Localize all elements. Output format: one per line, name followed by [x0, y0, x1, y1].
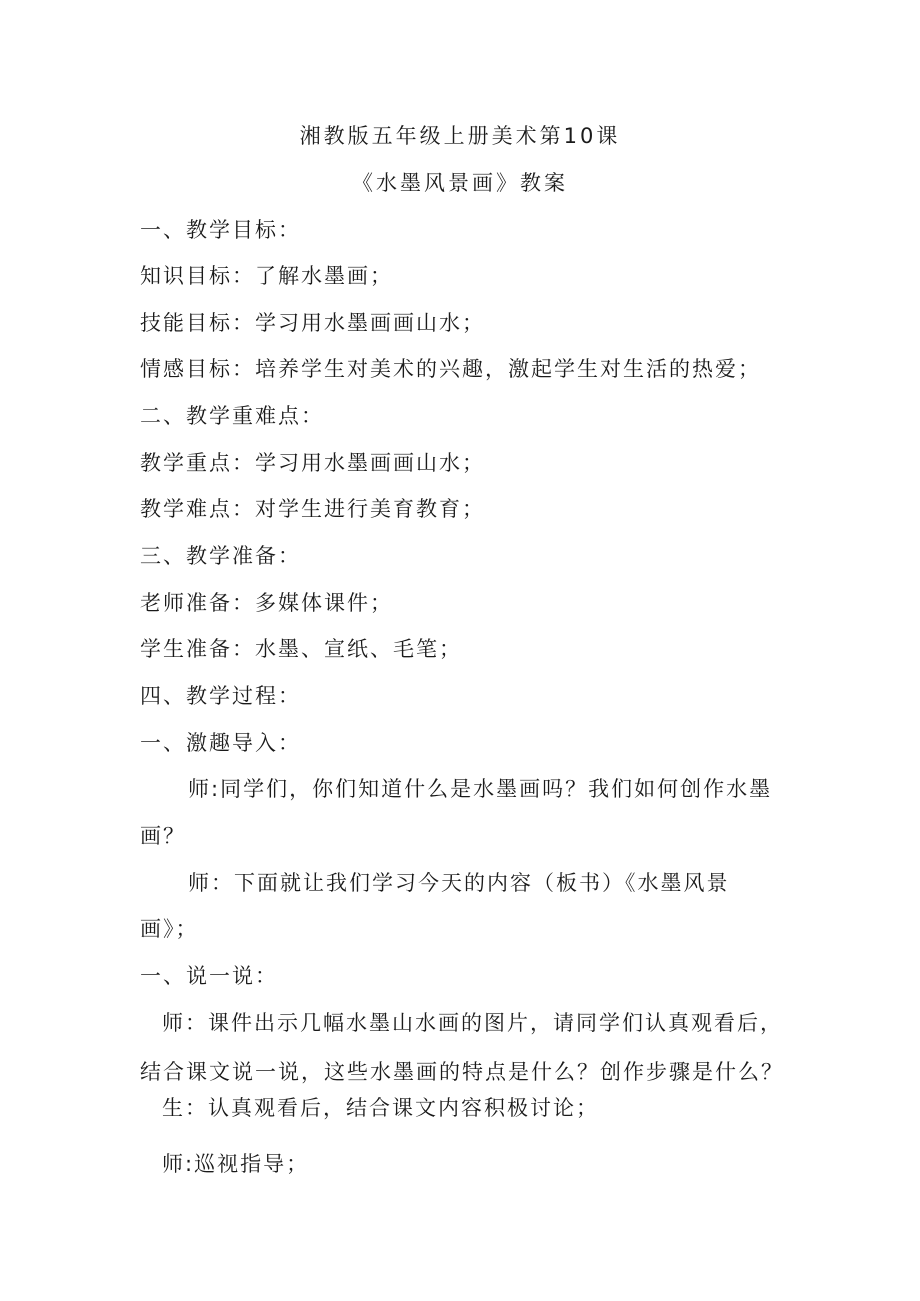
- paragraph-teacher-board: 师：下面就让我们学习今天的内容（板书）《水墨风景: [188, 871, 730, 895]
- paragraph-teacher-board-cont: 画》；: [140, 917, 199, 941]
- paragraph-key-point: 教学重点：学习用水墨画画山水；: [140, 451, 485, 475]
- paragraph-teacher-question-cont: 画？: [140, 824, 186, 848]
- doc-title-line-2: 《水墨风景画》教案: [352, 171, 568, 195]
- paragraph-skill-objective: 技能目标：学习用水墨画画山水；: [140, 311, 485, 335]
- paragraph-difficult-point: 教学难点：对学生进行美育教育；: [140, 497, 485, 521]
- paragraph-student-preparation: 学生准备：水墨、宣纸、毛笔；: [140, 637, 462, 661]
- doc-title-line-1: 湘教版五年级上册美术第10课: [299, 124, 621, 148]
- paragraph-teacher-question: 师:同学们，你们知道什么是水墨画吗？我们如何创作水墨: [188, 777, 773, 801]
- section-heading-process: 四、教学过程：: [140, 684, 301, 708]
- subheading-discussion: 一、说一说：: [140, 964, 278, 988]
- paragraph-knowledge-objective: 知识目标：了解水墨画；: [140, 264, 393, 288]
- section-heading-preparation: 三、教学准备：: [140, 544, 301, 568]
- section-heading-objectives: 一、教学目标：: [140, 218, 301, 242]
- subheading-introduction: 一、激趣导入：: [140, 731, 301, 755]
- section-heading-key-points: 二、教学重难点：: [140, 404, 324, 428]
- paragraph-emotion-objective: 情感目标：培养学生对美术的兴趣，激起学生对生活的热爱；: [140, 357, 761, 381]
- paragraph-teacher-slides-cont: 结合课文说一说，这些水墨画的特点是什么？创作步骤是什么？: [140, 1060, 784, 1084]
- paragraph-teacher-slides: 师：课件出示几幅水墨山水画的图片，请同学们认真观看后，: [162, 1011, 783, 1035]
- paragraph-student-discuss: 生：认真观看后，结合课文内容积极讨论；: [162, 1096, 599, 1120]
- paragraph-teacher-preparation: 老师准备：多媒体课件；: [140, 591, 393, 615]
- paragraph-teacher-guide: 师:巡视指导；: [162, 1152, 310, 1176]
